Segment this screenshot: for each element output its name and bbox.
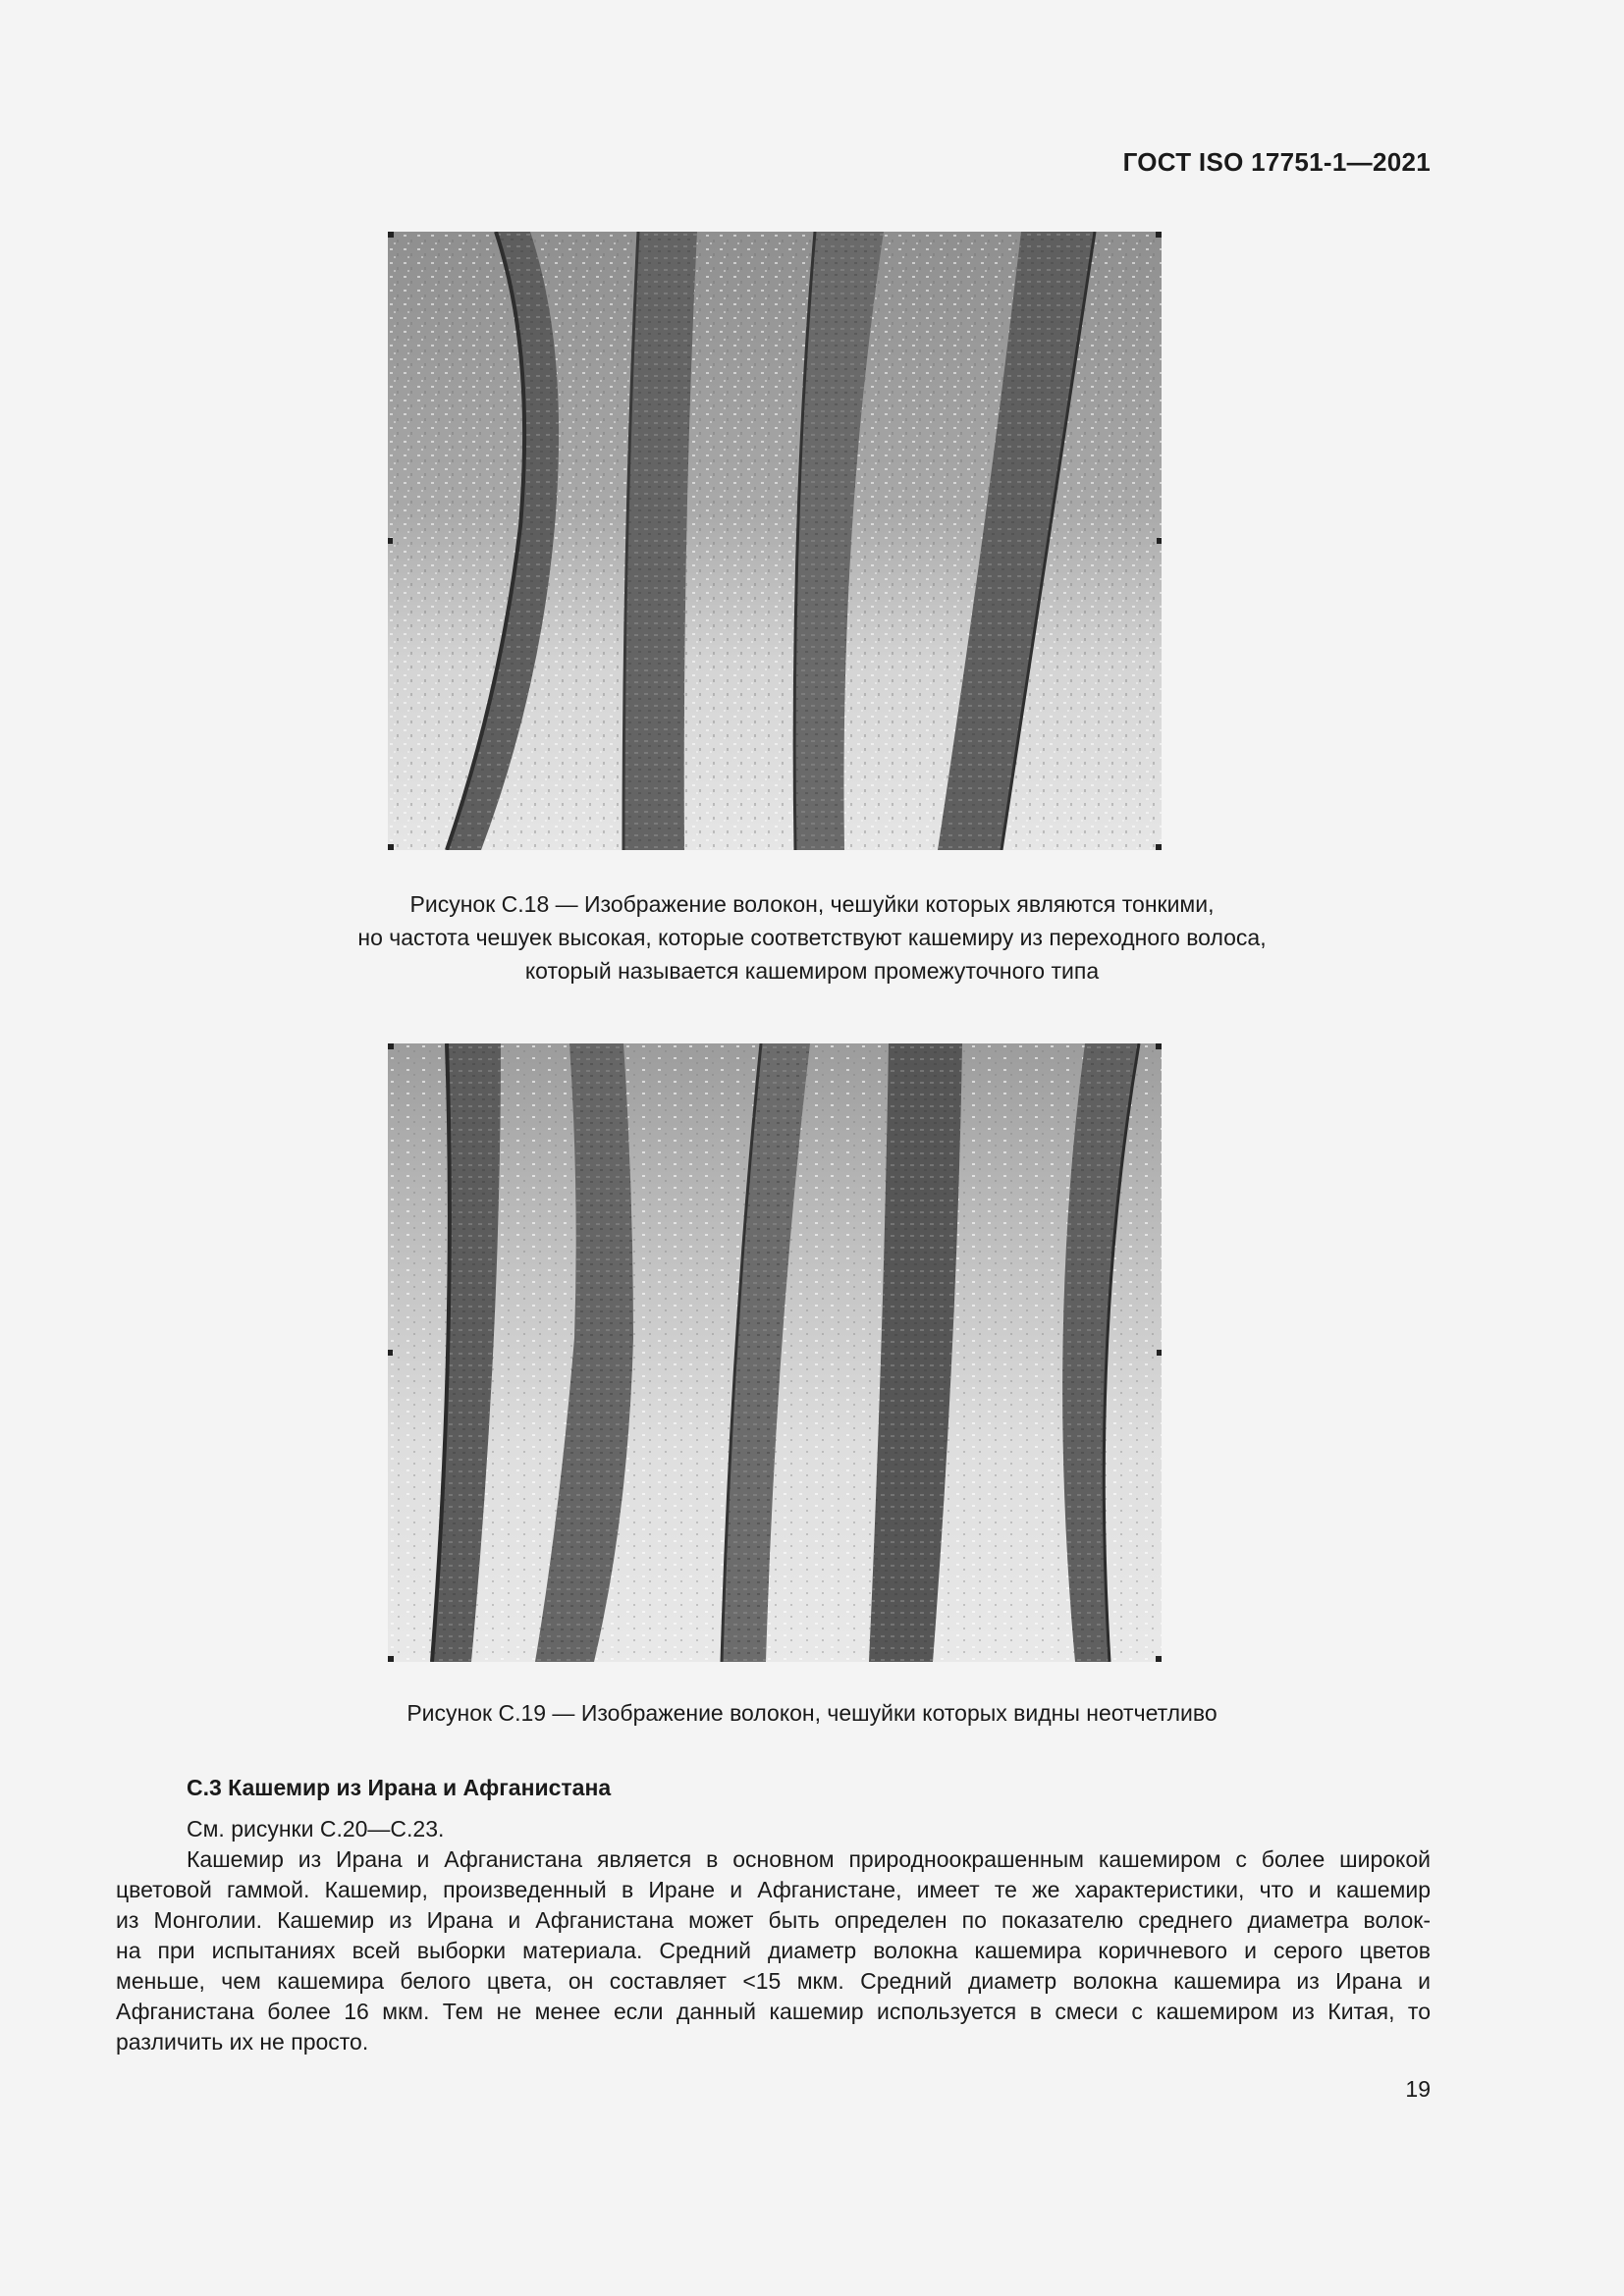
figure-c18-caption	[0, 887, 1624, 988]
section-paragraph	[116, 1844, 1431, 2057]
see-figures-reference: См. рисунки С.20—С.23.	[187, 1816, 445, 1842]
paragraph-line: меньше, чем кашемира белого цвета, он составляет <15 мкм. Средний диаметр волокна кашемира из Ирана и	[116, 1968, 1431, 1994]
paragraph-line: Афганистана более 16 мкм. Тем не менее если данный кашемир используется в смеси с кашемиром из Китая, то	[116, 1999, 1431, 2024]
figure-c19-fiber-micrograph	[388, 1043, 1162, 1662]
section-heading: С.3 Кашемир из Ирана и Афганистана	[187, 1775, 612, 1800]
figure-c19-caption	[0, 1696, 1624, 1730]
paragraph-line: на при испытаниях всей выборки материала. Средний диаметр волокна кашемира коричневого и серого цветов	[116, 1938, 1431, 1963]
paragraph-line: из Монголии. Кашемир из Ирана и Афганистана может быть определен по показателю среднего диаметра волок-	[116, 1907, 1431, 1933]
page-number: 19	[1405, 2076, 1431, 2102]
paragraph-line: различить их не просто.	[116, 2029, 369, 2055]
figure-c18-fiber-micrograph	[388, 232, 1162, 850]
caption-line: который называется кашемиром промежуточного типа	[524, 958, 1100, 984]
caption-line: Рисунок С.19 — Изображение волокон, чешуйки которых видны неотчетливо	[406, 1700, 1218, 1726]
caption-line: но частота чешуек высокая, которые соответствуют кашемиру из переходного волоса,	[357, 925, 1267, 950]
paragraph-line: Кашемир из Ирана и Афганистана является в основном природноокрашенным кашемиром с более широкой	[187, 1846, 1431, 1872]
document-standard-code: ГОСТ ISO 17751-1—2021	[1122, 147, 1431, 177]
paragraph-line: цветовой гаммой. Кашемир, произведенный в Иране и Афганистане, имеет те же характеристики, что и кашемир	[116, 1877, 1431, 1902]
caption-line: Рисунок С.18 — Изображение волокон, чешуйки которых являются тонкими,	[409, 891, 1215, 917]
